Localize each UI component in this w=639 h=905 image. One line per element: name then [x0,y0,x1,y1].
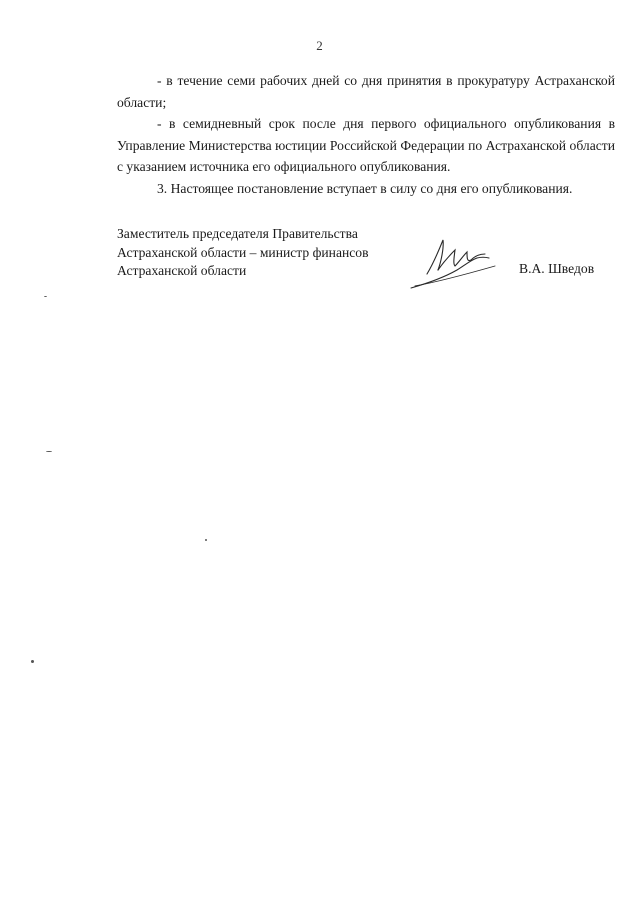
scan-speck [44,296,47,297]
scan-speck [31,660,34,663]
signer-title-line: Астраханской области – министр финансов [117,244,369,260]
scan-speck [205,539,207,541]
signature-block [117,225,617,295]
signer-title [117,225,369,281]
scan-speck [46,451,52,452]
document-body [117,70,615,199]
page-number: 2 [316,38,323,53]
paragraph-entry-into-force: 3. Настоящее постановление вступает в силу со дня его опубликования. [157,180,573,196]
handwritten-signature [407,230,497,292]
paragraph-prosecutor: - в течение семи рабочих дней со дня принятия в прокуратуру Астраханской области; [117,73,615,110]
signer-title-line: Заместитель председателя Правительства [117,226,358,241]
signer-title-line: Астраханской области [117,263,247,278]
paragraph-ministry-of-justice: - в семидневный срок после дня первого официального опубликования в Управление Министерства юстиции Российской Федерации по Астраханской области с указанием источника его официального опубликования. [117,116,615,174]
signer-name: В.А. Шведов [519,261,595,276]
